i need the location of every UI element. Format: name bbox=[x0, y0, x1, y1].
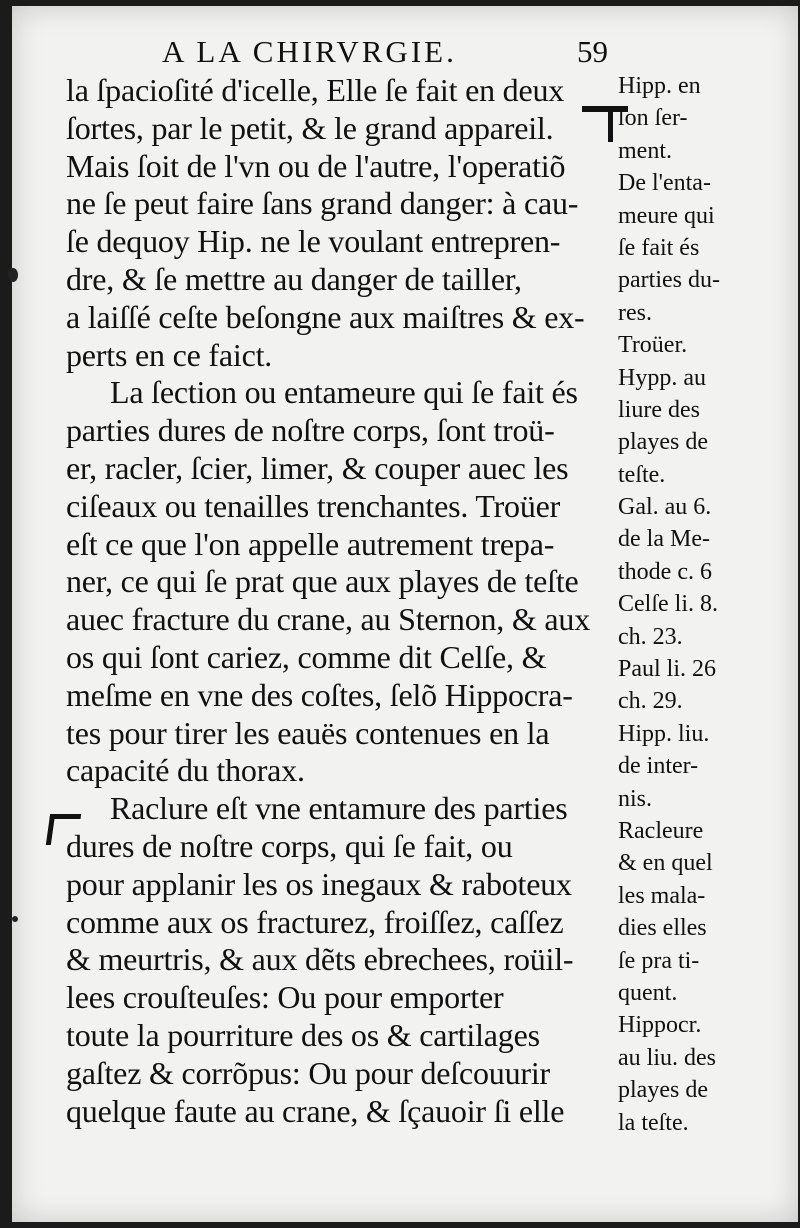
margin-note-line: Paul li. 26 bbox=[618, 656, 717, 683]
text-line: dures de noſtre corps, qui ſe fait, ou bbox=[66, 827, 513, 864]
page-header bbox=[12, 34, 798, 74]
text-line: quelque faute au crane, & ſçauoir ſi elle bbox=[66, 1092, 565, 1129]
margin-note-line: ment. bbox=[618, 137, 672, 164]
text-line: la ſpacioſité d'icelle, Elle ſe fait en deux bbox=[66, 72, 565, 108]
ink-blot bbox=[8, 268, 18, 282]
text-line: & meurtris, & aux dẽts ebrechees, roüil- bbox=[66, 941, 574, 978]
margin-note-line: ſe pra ti- bbox=[618, 947, 700, 974]
text-line: ne ſe peut faire ſans grand danger: à cau- bbox=[66, 185, 579, 222]
text-line: tes pour tirer les eauës contenues en la bbox=[66, 714, 550, 751]
margin-note-line: thode c. 6 bbox=[618, 558, 712, 585]
text-line: ner, ce qui ſe prat que aux playes de teſte bbox=[66, 563, 579, 600]
margin-note-line: Hippocr. bbox=[618, 1012, 702, 1039]
margin-note-line: Gal. au 6. bbox=[618, 494, 712, 521]
text-line: eſt ce que l'on appelle autrement trepa- bbox=[66, 525, 555, 562]
margin-note-line: playes de bbox=[618, 1077, 708, 1104]
margin-note-line: ſe fait és bbox=[618, 234, 700, 261]
margin-note-line: playes de bbox=[618, 429, 708, 456]
text-line: er, racler, ſcier, limer, & couper auec les bbox=[66, 449, 569, 486]
margin-note-line: meure qui bbox=[618, 202, 715, 229]
text-line: toute la pourriture des os & cartilages bbox=[66, 1016, 540, 1053]
text-line: dre, & ſe mettre au danger de tailler, bbox=[66, 260, 522, 297]
margin-note-line: ch. 23. bbox=[618, 623, 683, 650]
text-line: La ſection ou entameure qui ſe fait és bbox=[110, 374, 578, 411]
text-line: ſortes, par le petit, & le grand appareil. bbox=[66, 109, 554, 146]
margin-note-line: liure des bbox=[618, 396, 700, 423]
margin-note-line: Hipp. en bbox=[618, 73, 701, 99]
text-line: gaſtez & corrõpus: Ou pour deſcouurir bbox=[66, 1054, 551, 1091]
page-number: 59 bbox=[577, 34, 608, 69]
margin-note-line: res. bbox=[618, 299, 652, 326]
margin-note-line: nis. bbox=[618, 785, 653, 812]
margin-note-line: quent. bbox=[618, 979, 678, 1006]
text-line: a laiſſé ceſte beſongne aux maiſtres & ex- bbox=[66, 298, 585, 335]
ink-dot bbox=[12, 916, 18, 922]
margin-note-line: ſon ſer- bbox=[618, 105, 688, 132]
margin-note-line: De l'enta- bbox=[618, 170, 711, 197]
text-line: auec fracture du crane, au Sternon, & aux bbox=[66, 601, 590, 638]
text-line: perts en ce faict. bbox=[66, 336, 273, 373]
margin-note-line: Troüer. bbox=[618, 332, 688, 359]
margin-note-line: la teſte. bbox=[618, 1109, 689, 1136]
margin-note-line: Hipp. liu. bbox=[618, 720, 710, 747]
margin-note-line: les mala- bbox=[618, 882, 706, 909]
text-line: pour applanir les os inegaux & raboteux bbox=[66, 865, 572, 902]
main-text-block bbox=[66, 72, 626, 1130]
text-line: Mais ſoit de l'vn ou de l'autre, l'operatiõ bbox=[66, 147, 566, 184]
text-line: parties dures de noſtre corps, ſont troü- bbox=[66, 412, 555, 449]
marginal-notes bbox=[618, 70, 793, 1139]
margin-note-line: parties du- bbox=[618, 267, 720, 294]
margin-note-line: teſte. bbox=[618, 461, 666, 488]
margin-note-line: Celſe li. 8. bbox=[618, 591, 718, 618]
margin-note-line: au liu. des bbox=[618, 1044, 716, 1071]
margin-note-line: de la Me- bbox=[618, 526, 710, 553]
running-head: A LA CHIRVRGIE. bbox=[162, 34, 457, 69]
margin-note-line: & en quel bbox=[618, 850, 713, 877]
margin-note-line: dies elles bbox=[618, 915, 707, 942]
text-line: ciſeaux ou tenailles trenchantes. Troüer bbox=[66, 487, 561, 524]
text-line: ſe dequoy Hip. ne le voulant entrepren- bbox=[66, 223, 561, 260]
paragraph-mark bbox=[46, 814, 81, 845]
text-line: meſme en vne des coſtes, ſelõ Hippocra- bbox=[66, 676, 573, 713]
margin-note-line: de inter- bbox=[618, 753, 699, 780]
margin-note-line: ch. 29. bbox=[618, 688, 683, 715]
text-line: comme aux os fracturez, froiſſez, caſſez bbox=[66, 903, 564, 940]
text-line: Raclure eſt vne entamure des parties bbox=[110, 790, 568, 827]
text-line: os qui ſont cariez, comme dit Celſe, & bbox=[66, 638, 547, 675]
margin-note-line: Racleure bbox=[618, 817, 704, 844]
book-page bbox=[12, 6, 798, 1222]
text-line: capacité du thorax. bbox=[66, 752, 305, 789]
text-line: lees crouſteuſes: Ou pour emporter bbox=[66, 979, 504, 1016]
margin-note-line: Hypp. au bbox=[618, 364, 706, 391]
